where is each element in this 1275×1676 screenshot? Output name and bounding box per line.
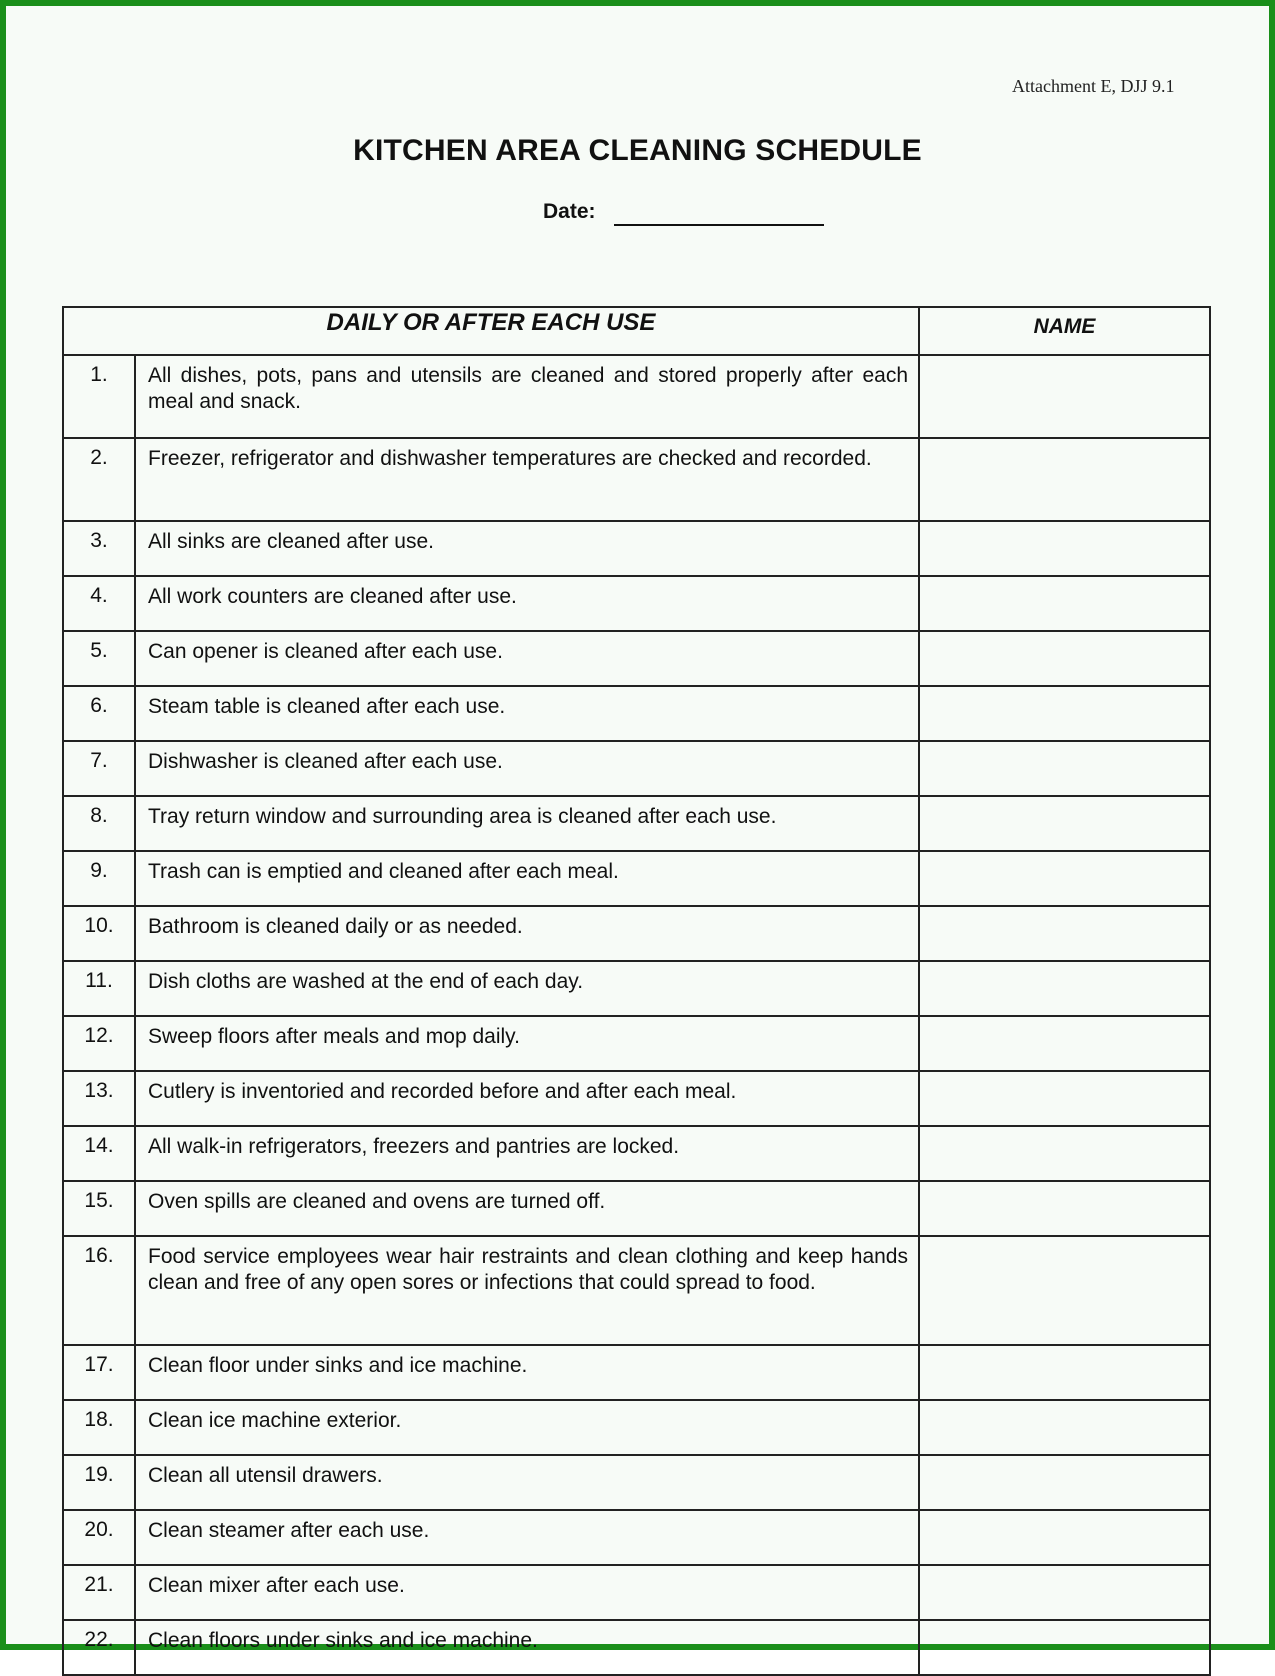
section-header: DAILY OR AFTER EACH USE	[63, 307, 919, 355]
task-description: Clean all utensil drawers.	[135, 1455, 919, 1510]
row-number: 21.	[63, 1565, 135, 1620]
row-number: 13.	[63, 1071, 135, 1126]
task-description: Dish cloths are washed at the end of each day.	[135, 961, 919, 1016]
name-cell[interactable]	[919, 851, 1210, 906]
row-number: 14.	[63, 1126, 135, 1181]
task-description: Tray return window and surrounding area is cleaned after each use.	[135, 796, 919, 851]
row-number: 5.	[63, 631, 135, 686]
row-number: 10.	[63, 906, 135, 961]
task-description: Clean steamer after each use.	[135, 1510, 919, 1565]
table-row	[63, 686, 1210, 741]
table-row	[63, 1181, 1210, 1236]
table-row	[63, 961, 1210, 1016]
table-row	[63, 1400, 1210, 1455]
row-number: 11.	[63, 961, 135, 1016]
name-cell[interactable]	[919, 1126, 1210, 1181]
task-description: Can opener is cleaned after each use.	[135, 631, 919, 686]
table-row	[63, 1071, 1210, 1126]
task-description: Trash can is emptied and cleaned after each meal.	[135, 851, 919, 906]
task-description: Freezer, refrigerator and dishwasher temperatures are checked and recorded.	[135, 438, 919, 521]
date-label: Date:	[543, 200, 596, 223]
table-row	[63, 1455, 1210, 1510]
name-cell[interactable]	[919, 741, 1210, 796]
table-row	[63, 796, 1210, 851]
table-row	[63, 521, 1210, 576]
table-row	[63, 851, 1210, 906]
task-description: Oven spills are cleaned and ovens are turned off.	[135, 1181, 919, 1236]
row-number: 7.	[63, 741, 135, 796]
row-number: 19.	[63, 1455, 135, 1510]
row-number: 15.	[63, 1181, 135, 1236]
name-cell[interactable]	[919, 961, 1210, 1016]
name-cell[interactable]	[919, 1071, 1210, 1126]
task-description: Clean floors under sinks and ice machine.	[135, 1620, 919, 1675]
task-description: Cutlery is inventoried and recorded before and after each meal.	[135, 1071, 919, 1126]
table-row	[63, 1236, 1210, 1345]
name-cell[interactable]	[919, 1400, 1210, 1455]
task-description: All work counters are cleaned after use.	[135, 576, 919, 631]
name-cell[interactable]	[919, 438, 1210, 521]
name-cell[interactable]	[919, 1620, 1210, 1675]
table-row	[63, 576, 1210, 631]
name-cell[interactable]	[919, 631, 1210, 686]
table-row	[63, 1565, 1210, 1620]
name-cell[interactable]	[919, 1565, 1210, 1620]
row-number: 22.	[63, 1620, 135, 1675]
row-number: 9.	[63, 851, 135, 906]
name-cell[interactable]	[919, 1181, 1210, 1236]
name-cell[interactable]	[919, 355, 1210, 438]
task-description: Sweep floors after meals and mop daily.	[135, 1016, 919, 1071]
table-row	[63, 906, 1210, 961]
name-cell[interactable]	[919, 686, 1210, 741]
task-description: Clean mixer after each use.	[135, 1565, 919, 1620]
row-number: 3.	[63, 521, 135, 576]
name-cell[interactable]	[919, 1345, 1210, 1400]
table-row	[63, 355, 1210, 438]
row-number: 17.	[63, 1345, 135, 1400]
name-cell[interactable]	[919, 521, 1210, 576]
date-field[interactable]	[614, 224, 824, 226]
row-number: 6.	[63, 686, 135, 741]
task-description: Food service employees wear hair restraints and clean clothing and keep hands clean and free of any open sores or infections that could spread to food.	[135, 1236, 919, 1345]
table-row	[63, 741, 1210, 796]
name-cell[interactable]	[919, 906, 1210, 961]
cleaning-schedule-table	[62, 306, 1211, 1676]
table-header-row	[63, 307, 1210, 355]
row-number: 8.	[63, 796, 135, 851]
task-description: Clean ice machine exterior.	[135, 1400, 919, 1455]
table-row	[63, 1126, 1210, 1181]
task-description: Steam table is cleaned after each use.	[135, 686, 919, 741]
name-cell[interactable]	[919, 1455, 1210, 1510]
name-cell[interactable]	[919, 1236, 1210, 1345]
row-number: 2.	[63, 438, 135, 521]
row-number: 4.	[63, 576, 135, 631]
table-row	[63, 1620, 1210, 1675]
page-title: KITCHEN AREA CLEANING SCHEDULE	[353, 134, 922, 167]
name-cell[interactable]	[919, 576, 1210, 631]
row-number: 20.	[63, 1510, 135, 1565]
attachment-reference: Attachment E, DJJ 9.1	[1012, 76, 1175, 96]
table-row	[63, 438, 1210, 521]
task-description: All dishes, pots, pans and utensils are cleaned and stored properly after each meal and snack.	[135, 355, 919, 438]
task-description: Dishwasher is cleaned after each use.	[135, 741, 919, 796]
name-column-header: NAME	[919, 307, 1210, 355]
table-row	[63, 631, 1210, 686]
table-row	[63, 1510, 1210, 1565]
table-row	[63, 1345, 1210, 1400]
name-cell[interactable]	[919, 1510, 1210, 1565]
row-number: 18.	[63, 1400, 135, 1455]
row-number: 12.	[63, 1016, 135, 1071]
task-description: Clean floor under sinks and ice machine.	[135, 1345, 919, 1400]
row-number: 1.	[63, 355, 135, 438]
task-description: All walk-in refrigerators, freezers and pantries are locked.	[135, 1126, 919, 1181]
task-description: Bathroom is cleaned daily or as needed.	[135, 906, 919, 961]
name-cell[interactable]	[919, 1016, 1210, 1071]
row-number: 16.	[63, 1236, 135, 1345]
task-description: All sinks are cleaned after use.	[135, 521, 919, 576]
name-cell[interactable]	[919, 796, 1210, 851]
table-row	[63, 1016, 1210, 1071]
